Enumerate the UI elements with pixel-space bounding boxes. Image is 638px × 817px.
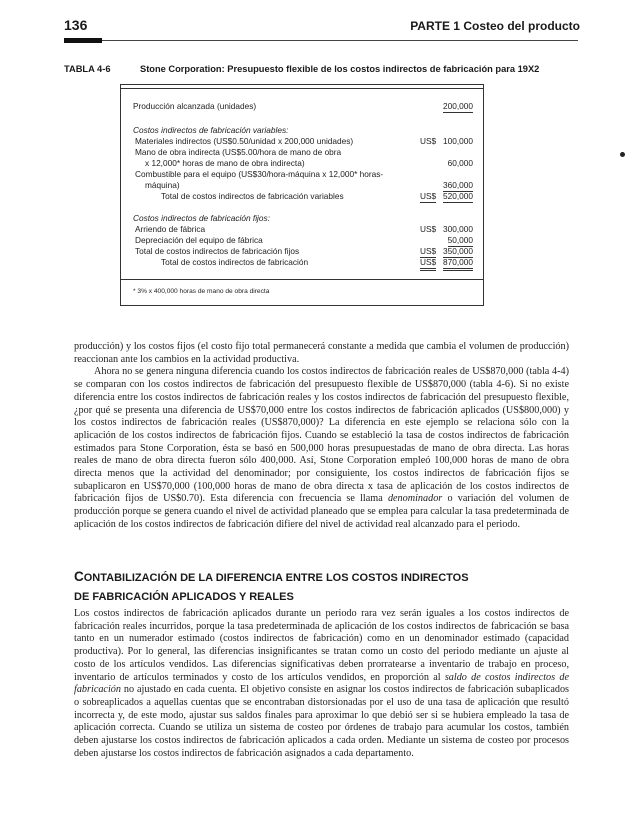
materials-value: 100,000	[443, 136, 473, 146]
rent-value: 300,000	[443, 224, 473, 234]
table-title: Stone Corporation: Presupuesto flexible de los costos indirectos de fabricación para 19X2	[140, 64, 540, 74]
depreciation-value: 50,000	[447, 235, 473, 245]
table-footnote-rule	[121, 279, 483, 280]
part-label: PARTE 1	[410, 19, 460, 33]
section-heading	[74, 567, 574, 607]
variable-total-currency: US$	[420, 191, 437, 201]
paragraph-2	[74, 366, 569, 531]
materials-currency: US$	[420, 136, 437, 146]
paragraph-3-part-a: Los costos indirectos de fabricación aplicados durante un periodo rara vez serán iguales a los costos indirectos de fabricación reales incurridos, porque la tasa predeterminada de aplicación de los costos indirectos de fabricación se basa tanto en un numerador estimado (costos indirectos de fabricación) como en un denominador estimado (capacidad productiva). Por lo general, las diferencias insignificantes se tratan como un costo del periodo mediante un ajuste al costo de los artículos vendidos. Las diferencias significativas deben prorratearse a inventario de trabajo en proceso, inventario de artículos terminados y costo de los artículos vendidos, en proporción al	[74, 608, 569, 683]
paragraph-3-part-b: no ajustado en cada cuenta. El objetivo consiste en asignar los costos indirectos de fabricación subaplicados o sobreaplicados a aquellas cuentas que se encontraban distorsionadas por el uso de una tasa de aplicación que resultó incorrecta y, de este modo, ajustar sus saldos finales para aproximar lo que debió ser si se hubiera empleado la tasa de aplicación correcta. Cuando se utiliza un sistema de costeo por órdenes de trabajo para acumular los costos, también deben ajustarse los costos indirectos de fabricación aplicados a cada orden. Mediante un sistema de costeo por procesos deben ajustarse los costos indirectos de fabricación asignados a cada departamento.	[74, 684, 569, 759]
grand-total-currency: US$	[420, 257, 436, 271]
grand-total-value: 870,000	[443, 257, 473, 271]
paragraph-2-part-b: o variación del volumen de producción porque se genera cuando el nivel de actividad planeado que se emplea para calcular la tasa predeterminada de aplicación de los costos indirectos de fabricación difiere del nivel de actividad real alcanzado para el periodo.	[74, 493, 569, 530]
materials-label: Materiales indirectos (US$0.50/unidad x 200,000 unidades)	[135, 136, 354, 146]
paragraph-3-emphasis: saldo de costos indirectos de fabricación	[74, 671, 569, 696]
header-marker	[64, 38, 102, 43]
paragraph-2-part-a: Ahora no se genera ninguna diferencia cuando los costos indirectos de fabricación reales de US$870,000 (tabla 4-4) se comparan con los costos indirectos de fabricación del presupuesto flexible de US$870,000 (tabla 4-6). Si no existe diferencia entre los costos indirectos de fabricación reales y los costos indirectos de fabricación del presupuesto flexible, ¿por qué se presenta una diferencia de US$70,000 entre los costos indirectos de fabricación aplicados (US$800,000) y los costos indirectos de fabricación reales (US$870,000)? La diferencia en este ejemplo se relaciona sólo con la aplicación de los costos indirectos de fabricación fijos. Cuando se estableció la tasa de costos indirectos de fabricación estimados para Stone Corporation, ésta se basó en 500,000 horas presupuestadas de mano de obra directa. Las horas reales de mano de obra directa fueron sólo 400,000. Así, Stone Corporation empleó 100,000 horas de mano de obra directa menos que la actividad del denominador; por consiguiente, los costos indirectos de fabricación fijos se subaplicaron en US$70,000 (100,000 horas de mano de obra directa x tasa de aplicación de los costos indirectos de fabricación fijos de US$0.70). Esta diferencia con frecuencia se llama	[74, 366, 569, 505]
grand-total-label: Total de costos indirectos de fabricación	[161, 257, 309, 267]
labor-value: 60,000	[447, 158, 473, 168]
paragraph-1: producción) y los costos fijos (el costo fijo total permanecerá constante a medida que cambia el volumen de producción) reaccionan ante los cambios en la actividad productiva.	[74, 341, 569, 365]
running-header	[410, 19, 580, 33]
rent-currency: US$	[420, 224, 437, 234]
table-caption	[64, 64, 539, 74]
fixed-total-label: Total de costos indirectos de fabricación fijos	[135, 246, 300, 256]
fuel-value: 360,000	[443, 180, 473, 190]
margin-dot	[620, 152, 625, 157]
depreciation-label: Depreciación del equipo de fábrica	[135, 235, 263, 245]
section-heading-line-1	[74, 567, 574, 588]
fixed-total-currency: US$	[420, 246, 437, 256]
paragraph-2-emphasis: denominador	[387, 493, 443, 505]
table-label: TABLA 4-6	[64, 64, 111, 74]
labor-label-2: x 12,000* horas de mano de obra indirecta)	[145, 158, 305, 168]
fixed-total-value: 350,000	[443, 246, 473, 256]
budget-table	[120, 84, 484, 306]
table-top-rule	[121, 88, 483, 89]
page-number: 136	[64, 17, 88, 33]
variable-total-label: Total de costos indirectos de fabricación variables	[161, 191, 344, 201]
labor-label-1: Mano de obra indirecta (US$5.00/hora de mano de obra	[135, 147, 342, 157]
paragraph-3	[74, 608, 569, 760]
variable-heading: Costos indirectos de fabricación variables:	[133, 125, 289, 135]
section-heading-initial: C	[74, 569, 84, 584]
fuel-label-2: máquina)	[145, 180, 180, 190]
part-title: Costeo del producto	[463, 19, 580, 33]
production-value: 200,000	[443, 101, 473, 111]
fixed-heading: Costos indirectos de fabricación fijos:	[133, 213, 270, 223]
section-heading-line-2: DE FABRICACIÓN APLICADOS Y REALES	[74, 591, 294, 603]
production-label: Producción alcanzada (unidades)	[133, 101, 257, 111]
fuel-label-1: Combustible para el equipo (US$30/hora-máquina x 12,000* horas-	[135, 169, 384, 179]
table-footnote: * 3% x 400,000 horas de mano de obra directa	[133, 288, 270, 295]
header-rule	[64, 40, 578, 41]
section-heading-rest: ONTABILIZACIÓN DE LA DIFERENCIA ENTRE LOS COSTOS INDIRECTOS	[83, 572, 469, 584]
body-paragraphs-top	[74, 341, 569, 532]
variable-total-value: 520,000	[443, 191, 473, 201]
body-paragraphs-bottom	[74, 608, 569, 760]
rent-label: Arriendo de fábrica	[135, 224, 206, 234]
